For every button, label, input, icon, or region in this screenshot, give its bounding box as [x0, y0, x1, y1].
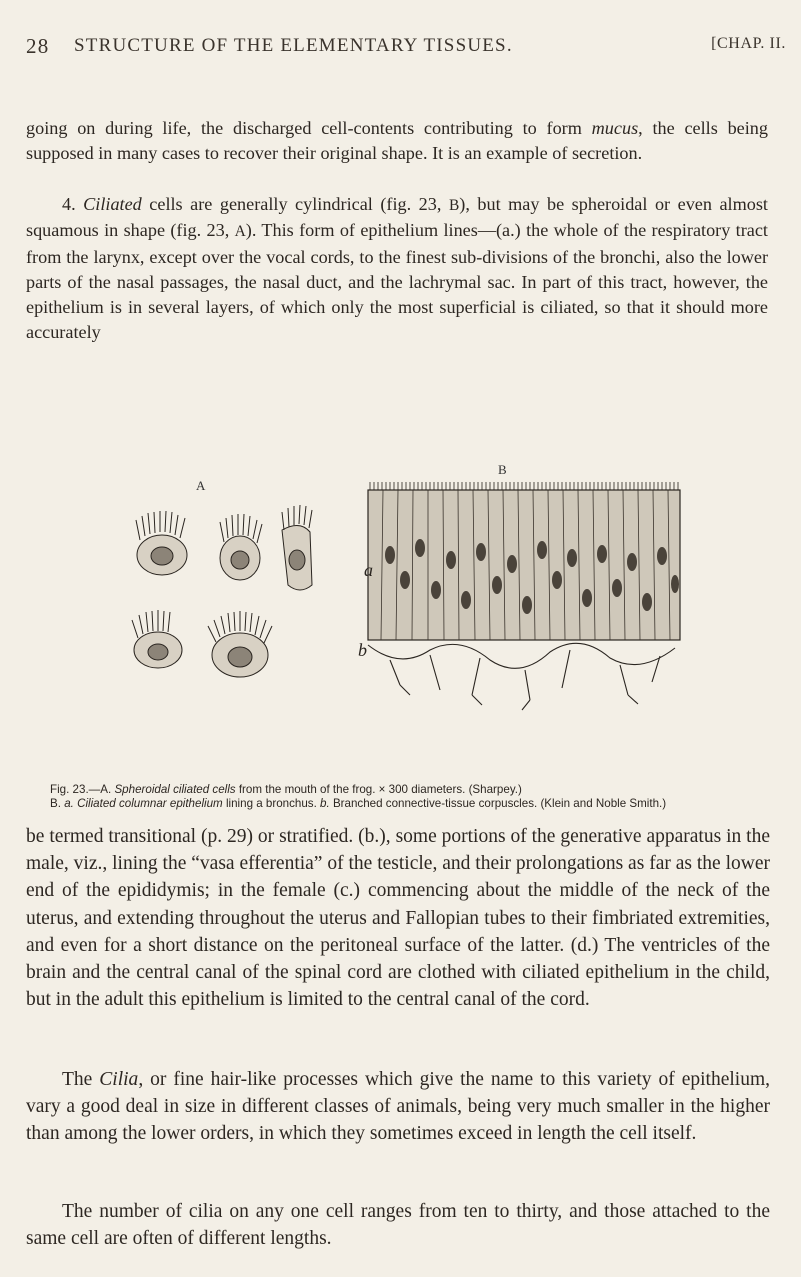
caption-b-ref: B. — [50, 797, 65, 811]
italic-term: mucus — [591, 118, 639, 138]
section-number: 4. — [62, 194, 84, 214]
text-run: , the cells being supposed in many cases to recover their original shape. It is an example of secretion. — [26, 118, 768, 164]
caption-italic: a. — [64, 797, 78, 811]
text-run: The — [62, 1069, 100, 1090]
caption-part-a — [50, 783, 770, 797]
text-run: going on during life, the discharged cell-contents contributing to form — [26, 118, 592, 138]
text-run: cells are generally cylindrical (fig. 23, — [141, 194, 449, 214]
italic-term: Cilia — [99, 1069, 139, 1090]
cell-a5 — [208, 611, 272, 677]
cell-a2 — [220, 514, 262, 580]
caption-text: Branched connective-tissue corpuscles. (Klein and Noble Smith.) — [329, 797, 667, 811]
italic-term: Ciliated — [83, 194, 142, 214]
cell-a1 — [136, 511, 187, 575]
caption-italic: Spheroidal ciliated cells — [114, 783, 236, 796]
paragraph-transitional: be termed transitional (p. 29) or stratified. (b.), some portions of the generative apparatus in the male, viz., lining the “vasa efferentia” of the testicle, and their prolongations as far as the lower end of the epididymis; in the female (c.) commencing about the middle of the neck of the uterus, and extending throughout the uterus and Fallopian tubes to their fimbriated extremities, and even for a short distance on the peritoneal surface of the latter. (d.) The ventricles of the brain and the central canal of the spinal cord are clothed with ciliated epithelium in the child, but in the adult this epithelium is limited to the central canal of the cord. — [26, 826, 770, 1011]
figure-illustration — [100, 460, 700, 770]
caption-italic: Ciliated columnar epithelium — [77, 797, 223, 811]
cell-a4 — [132, 610, 182, 668]
connective-tissue — [368, 643, 675, 710]
figure-caption — [50, 783, 770, 811]
caption-text: from the mouth of the frog. × 300 diameters. (Sharpey.) — [235, 783, 522, 796]
panel-a-cells — [132, 505, 312, 677]
caption-text: lining a bronchus. — [222, 797, 321, 811]
cell-a3 — [282, 505, 312, 590]
figure-23 — [100, 460, 700, 770]
paragraph-cilia — [26, 1066, 770, 1148]
text-run: ), but may be spheroidal or even almost squamous in shape (fig. 23, — [26, 194, 768, 241]
panel-a-label: A — [196, 478, 206, 493]
chapter-label: [CHAP. II. — [711, 35, 786, 52]
paragraph-mucus — [26, 116, 768, 167]
cilia-fringe — [370, 482, 678, 490]
running-header — [26, 34, 786, 64]
panel-b-epithelium — [368, 482, 680, 710]
panel-b-label: B — [498, 462, 507, 477]
text-run: , or fine hair-like processes which give the name to this variety of epithelium, vary a good deal in size in different classes of animals, being very much smaller in the higher than among the lower orders, in which they sometimes exceed in length the cell itself. — [26, 1069, 770, 1145]
running-title: STRUCTURE OF THE ELEMENTARY TISSUES. — [74, 35, 513, 56]
caption-part-b — [50, 797, 770, 811]
caption-italic: b. — [320, 797, 330, 811]
text-run: ). This form of epithelium lines—(a.) the whole of the respiratory tract from the larynx, except over the vocal cords, to the finest sub-divisions of the bronchi, also the lower parts of the nasal passages, the nasal duct, and the lachrymal sac. In part of this tract, however, the epithelium is in several layers, of which only the most superficial is ciliated, so that it should more accurately — [26, 220, 768, 343]
label-small-a: a — [364, 560, 373, 580]
fig-ref-b: B — [448, 197, 460, 214]
fig-ref-a: A — [234, 223, 246, 241]
page-number: 28 — [26, 34, 50, 58]
label-small-b: b — [358, 640, 367, 660]
caption-fig-ref: Fig. 23.—A. — [50, 783, 115, 796]
paragraph-number-of-cilia: The number of cilia on any one cell ranges from ten to thirty, and those attached to the same cell are often of different lengths. — [26, 1201, 770, 1250]
paragraph-ciliated — [26, 192, 768, 346]
